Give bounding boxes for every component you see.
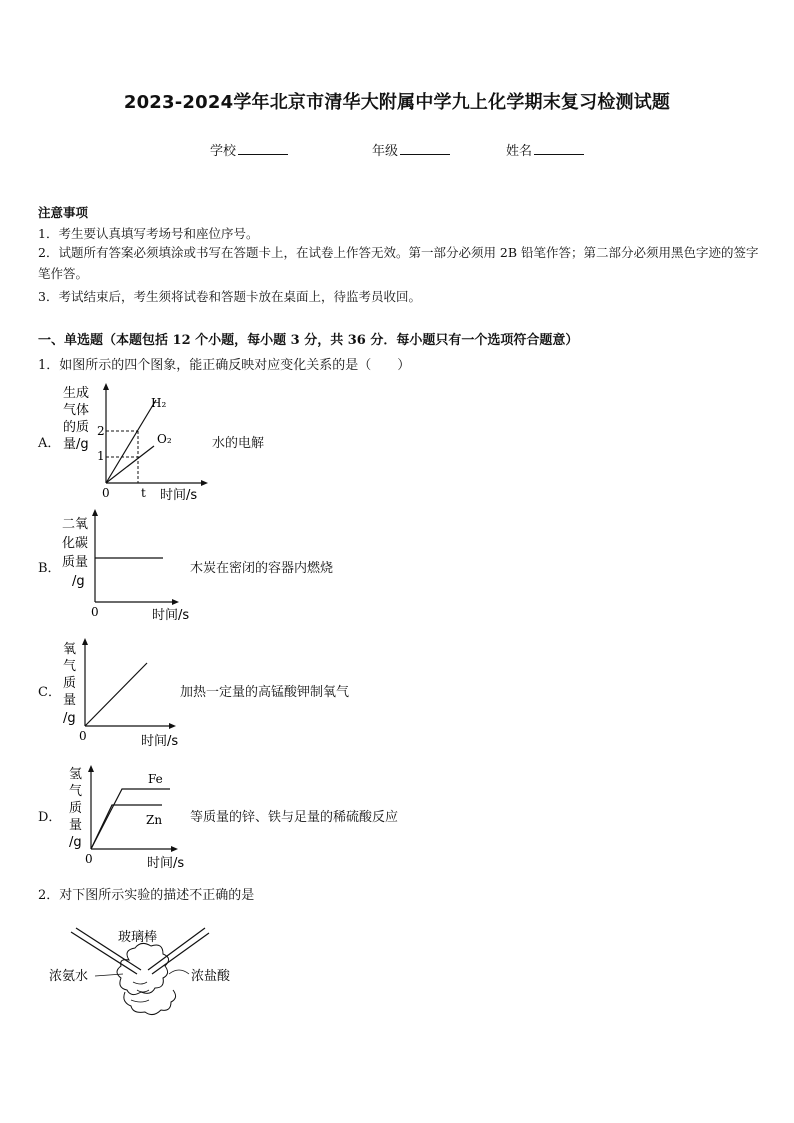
d-ylabel-1: 氢 — [69, 767, 83, 782]
b-x-arrow — [172, 599, 179, 605]
b-ylabel-2: 化碳 — [62, 536, 89, 551]
grade-label: 年级 — [372, 144, 399, 159]
d-x-arrow — [171, 846, 178, 852]
option-a-graph — [55, 380, 215, 505]
smoke-swirls — [131, 982, 149, 1002]
a-xtick-t: t — [141, 486, 146, 500]
d-series-fe: Fe — [148, 772, 163, 786]
d-xlabel: 时间/s — [147, 856, 185, 871]
grade-blank — [400, 142, 450, 155]
option-d-graph — [60, 760, 200, 875]
c-xlabel: 时间/s — [141, 734, 179, 749]
school-field — [210, 140, 288, 159]
a-ytick-2: 2 — [97, 424, 105, 438]
b-ylabel-4: /g — [72, 574, 85, 589]
notice-heading: 注意事项 — [38, 205, 89, 220]
option-b-graph — [58, 507, 198, 627]
option-a-desc: 水的电解 — [212, 436, 265, 451]
option-b-letter: B． — [38, 561, 61, 576]
d-ylabel-5: /g — [69, 835, 82, 850]
smoke-cloud — [117, 943, 169, 994]
d-y-arrow — [88, 765, 94, 772]
option-d-desc: 等质量的锌、铁与足量的稀硫酸反应 — [190, 810, 399, 825]
c-ylabel-1: 氧 — [63, 642, 77, 657]
d-ylabel-2: 气 — [69, 784, 83, 799]
d-zn-line — [91, 805, 162, 849]
b-ylabel-1: 二氧 — [62, 517, 89, 532]
b-y-arrow — [92, 509, 98, 516]
a-o2-line — [106, 446, 154, 483]
a-ytick-1: 1 — [97, 449, 105, 463]
c-o2-line — [85, 663, 147, 726]
a-series-h2: H₂ — [151, 396, 167, 410]
c-ylabel-4: 量 — [63, 693, 77, 708]
a-series-o2: O₂ — [157, 432, 172, 446]
c-y-arrow — [82, 638, 88, 645]
b-xlabel: 时间/s — [152, 608, 190, 623]
a-ylabel-2: 气体 — [63, 403, 90, 418]
option-c-desc: 加热一定量的高锰酸钾制氧气 — [180, 685, 350, 700]
name-blank — [534, 142, 584, 155]
notice-item-3: 3．考试结束后，考生须将试卷和答题卡放在桌面上，待监考员收回。 — [38, 289, 421, 304]
d-origin: 0 — [85, 852, 93, 866]
a-y-arrow — [103, 383, 109, 390]
a-h2-line — [106, 400, 156, 483]
c-ylabel-3: 质 — [63, 676, 77, 691]
option-c-graph — [58, 635, 198, 750]
option-c-letter: C． — [38, 685, 61, 700]
question-1-stem: 1．如图所示的四个图象，能正确反映对应变化关系的是（ ） — [38, 358, 411, 373]
d-ylabel-4: 量 — [69, 818, 83, 833]
question-2-stem: 2．对下图所示实验的描述不正确的是 — [38, 888, 255, 903]
notice-item-1: 1．考生要认真填写考场号和座位序号。 — [38, 226, 259, 241]
a-ylabel-1: 生成 — [63, 386, 90, 401]
notice-item-2: 2．试题所有答案必须填涂或书写在答题卡上，在试卷上作答无效。第一部分必须用 2B 铅笔作答；第二部分必须用黑色字迹的签字笔作答。 — [38, 245, 759, 281]
d-series-zn: Zn — [146, 813, 163, 827]
a-xlabel: 时间/s — [160, 488, 198, 503]
grade-field — [372, 140, 450, 159]
right-glass-rod-edge-b — [152, 933, 209, 974]
c-ylabel-5: /g — [63, 711, 76, 726]
a-origin: 0 — [102, 486, 110, 500]
option-a-letter: A． — [38, 436, 61, 451]
c-ylabel-2: 气 — [63, 659, 77, 674]
c-x-arrow — [169, 723, 176, 729]
d-ylabel-3: 质 — [69, 801, 83, 816]
b-ylabel-3: 质量 — [62, 555, 89, 570]
school-label: 学校 — [210, 144, 237, 159]
name-field — [506, 140, 584, 159]
option-d-letter: D． — [38, 810, 62, 825]
b-origin: 0 — [91, 605, 99, 619]
q2-label-left: 浓氨水 — [49, 969, 89, 984]
smoke-cloud-lower — [124, 990, 176, 1015]
section-heading: 一、单选题（本题包括 12 个小题，每小题 3 分，共 36 分．每小题只有一个选项符合题意） — [38, 333, 579, 348]
a-ylabel-4: 量/g — [63, 437, 89, 452]
school-blank — [238, 142, 288, 155]
question-2-experiment-diagram — [45, 920, 255, 1025]
c-origin: 0 — [79, 729, 87, 743]
right-leader-line — [169, 970, 189, 974]
option-b-desc: 木炭在密闭的容器内燃烧 — [190, 561, 334, 576]
a-x-arrow — [201, 480, 208, 486]
page-title: 2023-2024学年北京市清华大附属中学九上化学期末复习检测试题 — [123, 92, 671, 113]
q2-label-rod: 玻璃棒 — [118, 930, 158, 945]
q2-label-right: 浓盐酸 — [191, 969, 231, 984]
a-ylabel-3: 的质 — [63, 420, 90, 435]
name-label: 姓名 — [506, 144, 533, 159]
